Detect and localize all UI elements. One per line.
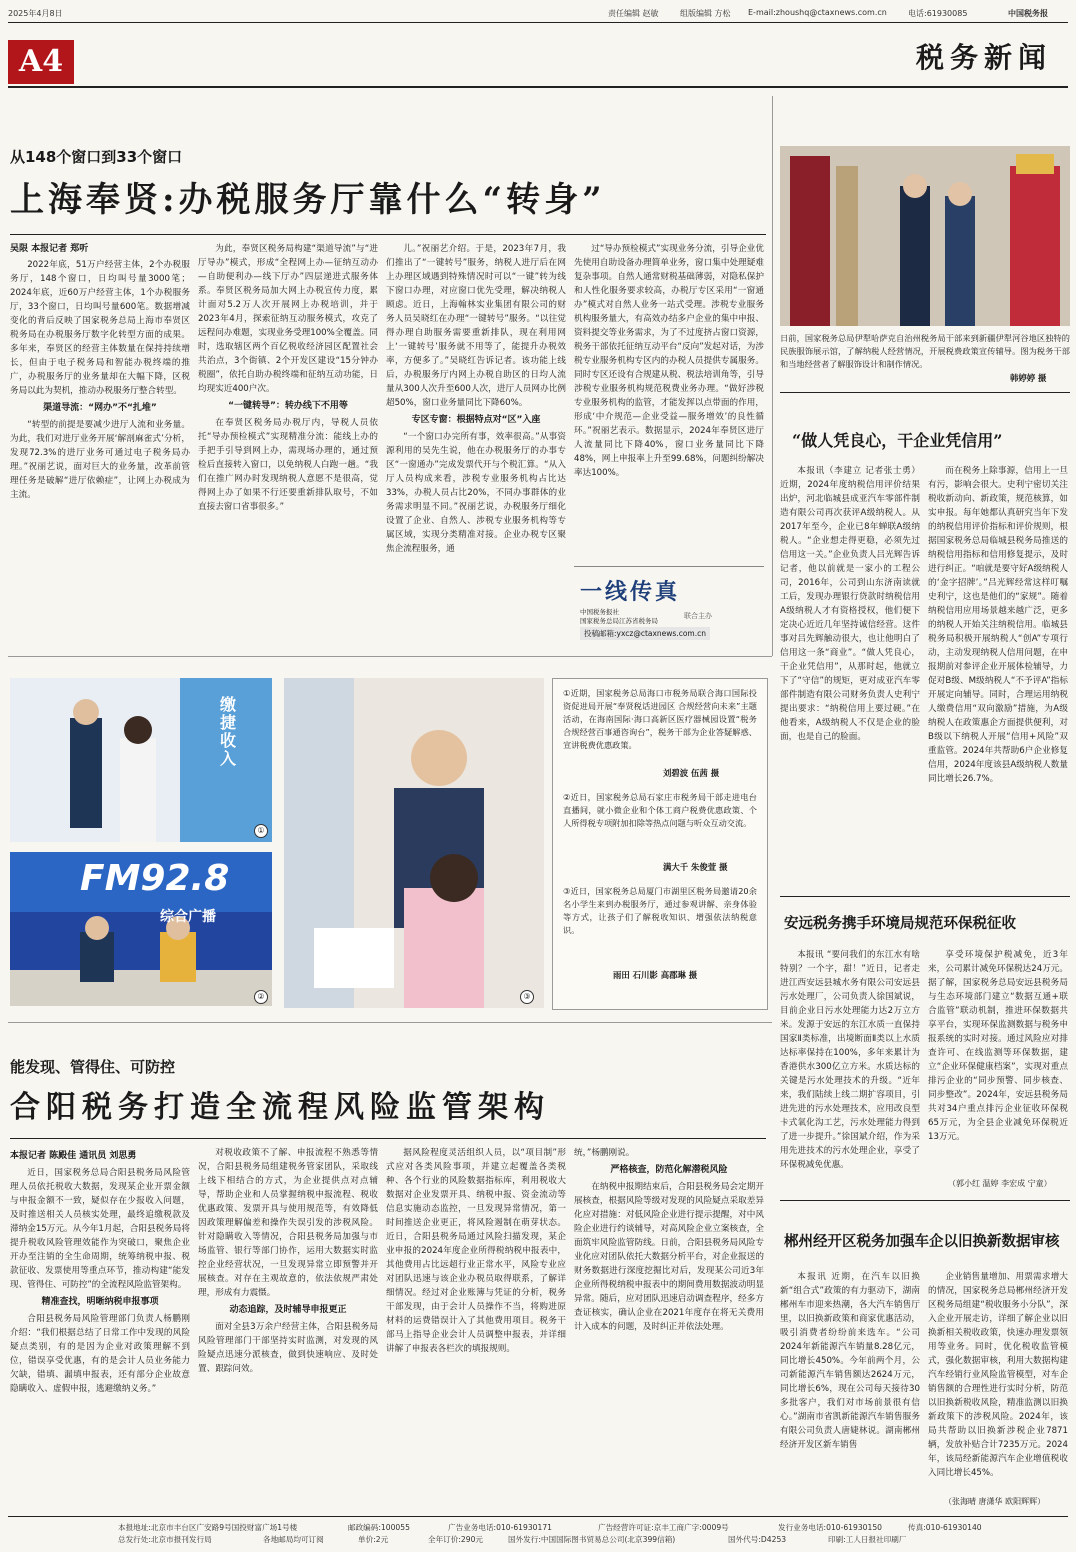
story1-col3 bbox=[386, 242, 566, 650]
story1-c2: 为此，奉贤区税务局构建“渠道导流”与“进厅导办”模式，形成“全程网上办—征纳互动办—自助便利办—线下厅办”四层递进式服务体系。奉贤区税务局加大网上办税宣传力度，累计面对5.2万人次开展网上办税培训，并于2023年4月，探索征纳互动服务模式，攻克了远程问办难题，实现业务受理100%全覆盖。同时，选取辖区两个百亿税收经济园区配置社会共治点，3个街镇、2个开发区建设“15分钟办税圈”，依托自助办税终端和征纳互动功能，日均现实近400户次。 bbox=[198, 244, 378, 394]
footer-dist-phone: 发行业务电话:010-61930150 bbox=[778, 1523, 883, 1532]
story1-subhead1: 渠道导流：“网办”不“扎堆” bbox=[43, 403, 157, 413]
story1-col4 bbox=[574, 242, 764, 560]
photo-top-right-caption: 日前，国家税务总局伊犁哈萨克自治州税务局干部来到新疆伊犁河谷地区独特的民族服饰展示馆，了解纳税人经营情况，开展税费政策宣传辅导。图为税务干部和当地经营者了解服饰设计和制作情况。 bbox=[780, 333, 1070, 369]
photo-radio-studio bbox=[10, 852, 272, 1006]
hotline-title: 一线传真 bbox=[580, 579, 681, 605]
footer-fax: 传真:010-61930140 bbox=[908, 1523, 982, 1532]
photo-caption-2: ②近日，国家税务总局石家庄市税务局干部走进电台直播间，就小微企业和个体工商户税费优惠政策、个人所得税专项附加扣除等热点问题与听众互动交流。 bbox=[563, 792, 757, 828]
footer-printer: 国外发行:中国国际图书贸易总公司(北京399信箱) bbox=[508, 1535, 676, 1544]
story2-c2: 对税收政策不了解、申报流程不熟悉等情况，合阳县税务局组建税务管家团队，采取线上线下相结合的方式，为企业提供点对点辅导，帮助企业和人员掌握纳税申报流程、税收优惠政策、发票开具与使用规范等，有效降低因政策理解偏差和操作失误引发的涉税风险。针对隐瞒收入等情况，合阳县税务局加强与市场监管、银行等部门协作，运用大数据实时监控企业经营状况，一旦发现异常立即预警并开展核查。对存在主观故意的，依法依规严肃处理，形成有力震慑。 bbox=[198, 1148, 378, 1298]
story1-c2b: 在奉贤区税务局办税厅内，导税人员依托“导办预检模式”实现精准分流：能线上办的手把手引导到网上办，需现场办理的，通过预检后直接转入窗口，以免纳税人白跑一趟。“我们在推广网办时发现纳税人意愿不是很高，觉得网上办了如果不行还要重新排队取号，不如直接去窗口省事很多。” bbox=[198, 418, 378, 512]
wall-text: 缴捷收入 bbox=[220, 695, 237, 768]
story5-col1 bbox=[780, 1270, 920, 1506]
phone: 电话:61930085 bbox=[908, 9, 968, 18]
story3-c1: 本报讯（李建立 记者张士勇）近期，2024年度纳税信用评价结果出炉，河北临城县成亚汽车零部件制造有限公司再次获评A级纳税人。从2017年至今，企业已8年蝉联A级纳税人。“企业想走得更稳，必须先过信用这一关。”企业负责人吕光辉告诉记者，他以前就是一家小的工程公司，2016年，公司到山东济南读就工后，发现办理银行贷款时纳税信用A级纳税人才有资格授权，他们便下定决心近近几年坚持诚信经营。这件事对吕先辉触动很大，也让他明白了信用这一条“商业”。“做人凭良心，干企业凭信用”，从那时起，他就立下了“守信”的规矩，更对成亚汽车零部件制造有限公司财务负责人史利宁提出要求：“纳税信用上要过硬。”在他看来，A级纳税人不仅是企业的脸面，也是自己的脸面。 bbox=[780, 466, 920, 742]
story2-col2 bbox=[198, 1146, 378, 1506]
photo-credit-3: 雨田 石川影 高郡琳 摄 bbox=[613, 970, 698, 980]
story2-c1: 近日，国家税务总局合阳县税务局风险管理人员依托税收大数据，发现某企业开票金额与申报金额不一致，疑似存在少报收入问题，及时推送相关人员核实处理，最终追缴税款及滞纳金15万元。从今年1月起，合阳县税务局将提升税收风险管理效能作为突破口，聚焦企业开办至注销的全生命周期，统筹纳税申报、税款征收、发票使用等重点环节，推动构建“能发现、管得住、可防控”的全流程风险监管架构。 bbox=[10, 1168, 190, 1290]
story1-subhead3: 专区专窗：根据特点对“区”入座 bbox=[411, 415, 541, 425]
footer-rule bbox=[8, 1516, 1068, 1517]
masthead-bar bbox=[8, 6, 1068, 22]
story1-c1: 2022年底，51万户经营主体，2个办税服务厅，148个窗口，日均叫号量3000笔；2024年底，近60万户经营主体，1个办税服务厅，33个窗口，日均叫号量600笔。数据增减变化的背后反映了国家税务总局上海市奉贤区税务局在办税服务厅数字化转型方面的成果。多年来，奉贤区的经营主体数量在保持持续增长，但由于电子税务局和智能办税终端的推广，办税服务厅的业务量却在大幅下降，区税务局以此为契机，推动办税服务厅整合转型。 bbox=[10, 260, 190, 396]
mid-rule-top bbox=[8, 656, 772, 657]
section-title: 税务新闻 bbox=[915, 41, 1052, 74]
photo-child-visit bbox=[284, 678, 544, 1008]
hotline-org2: 国家税务总局江苏省税务局 bbox=[580, 617, 658, 625]
story2-c2b: 面对全县3万余户经营主体，合阳县税务局风险管理部门干部坚持实时监测，对发现的风险疑点迅速分派核查，做到快速响应、及时处置、跟踪问效。 bbox=[198, 1322, 378, 1374]
story5-title: 郴州经开区税务加强车企以旧换新数据审核 bbox=[784, 1233, 1060, 1250]
right-rule-2 bbox=[780, 896, 1070, 897]
story2-byline: 本报记者 陈殿佳 通讯员 刘思勇 bbox=[10, 1151, 137, 1161]
story2-col1 bbox=[10, 1166, 190, 1506]
story4-title: 安远税务携手环境局规范环保税征收 bbox=[784, 915, 1016, 932]
photo-credit-1: 刘碧波 伍茜 摄 bbox=[663, 768, 720, 778]
story2-c3: 据风险程度灵活组织人员，以“项目制”形式应对各类风险事项，并建立起覆盖各类税种、各个行业的风险数据指标库，利用税收大数据对企业发票开具、纳税申报、资金流动等信息实施动态监控，一旦发现异常情况，第一时间推送企业更正，将风险遏制在萌芽状态。近日，合阳县税务局通过风险扫描发现，某企业申报的2024年度企业所得税纳税申报表中，其他费用占比远超行业正常水平，风险专业应对团队迅速与该企业办税员取得联系，了解详细情况。经过对企业账簿与凭证的分析，税务干部发现，由于会计人员操作不当，将购进原材料的运费错误计入了其他费用项目。税务干部马上指导企业会计人员调整申报表，并详细讲解了申报表各栏次的填报规则。 bbox=[386, 1148, 566, 1354]
story2-c4: 统，”杨鹏刚说。 bbox=[574, 1148, 635, 1158]
story1-col2 bbox=[198, 242, 378, 650]
photo-top-right-credit: 韩婷婷 摄 bbox=[1010, 373, 1047, 383]
hotline-org1: 中国税务报社 bbox=[580, 608, 619, 616]
photo-badge-2: ② bbox=[254, 990, 268, 1004]
footer-print: 印刷:工人日报社印刷厂 bbox=[828, 1535, 907, 1544]
story2-col3 bbox=[386, 1146, 566, 1506]
photo-badge-3: ③ bbox=[520, 990, 534, 1004]
story3-title: “做人凭良心，干企业凭信用” bbox=[792, 431, 1003, 450]
story1-title: 上海奉贤:办税服务厅靠什么“转身” bbox=[10, 180, 606, 220]
hotline-tag: 联合主办 bbox=[684, 612, 712, 620]
story1-col1 bbox=[10, 258, 190, 650]
story1-c1b: “转型的前提是要减少进厅人流和业务量。为此，我们对进厅业务开展‘解剖麻雀式’分析，发现72.3%的进厅业务可通过电子税务局办理。”祝丽艺说，面对巨大的业务量，改革前管理任务是破解“进厅依赖症”，让网上办税成为主流。 bbox=[10, 420, 190, 500]
radio-subtitle: 综合广播 bbox=[160, 909, 216, 925]
story5-credit: （张海晴 唐潇华 欧阳辉辉） bbox=[944, 1497, 1046, 1506]
radio-frequency: FM92.8 bbox=[80, 858, 230, 899]
page-number: A4 bbox=[8, 40, 74, 84]
story4-col2 bbox=[928, 948, 1068, 1176]
footer-price: 单价:2元 bbox=[358, 1535, 389, 1544]
story1-c4: 过“导办预检模式”实现业务分流，引导企业优先使用自助设备办理简单业务，窗口集中处理疑难复杂事项。自然人通常财税基础薄弱，对隐私保护和人性化服务要求较高，办税厅专区采用“一窗通办”模式对自然人业务一站式受理。涉税专业服务机构服务量大，有高效办结多户企业的集中申报、资料提交等业务需求，为了不过度挤占窗口资源，税务干部依托征纳互动平台“反向”发起对话，为涉税专业服务机构专区内的办税人员提供专属服务。同时专区还设有合规建从税、税法培训角等，引导涉税专业服务机构规范税费业务办理。“做好涉税专业服务机构的监管，才能发挥以点带面的作用，形成‘中介规范—企业受益—服务增效’的良性循环。”祝丽艺表示。数据显示，2024年奉贤区进厅人流量同比下降40%，窗口业务量同比下降48%，网上申报率上升至99.68%，问题纠纷解决率达100%。 bbox=[574, 244, 764, 478]
footer-code: 国外代号:D4253 bbox=[728, 1535, 787, 1544]
story4-col1 bbox=[780, 948, 920, 1192]
story1-c3b: “一个窗口办完所有事，效率很高。”从事资源利用的吴先生说，他在办税服务厅的办事专区“一窗通办”完成发票代开与个税汇算。“从入厅人员构成来看，涉税专业服务机构占比达33%，办税人员占比20%，不同办事群体的业务需求明显不同。”祝丽艺说，办税服务厅细化设置了企业、自然人、涉税专业服务机构等专属区域，实现分类精准对接。企业办税专区聚焦企流程服务，通 bbox=[386, 432, 566, 554]
story1-rule bbox=[10, 234, 766, 235]
footer-post: 各地邮局均可订阅 bbox=[263, 1535, 324, 1544]
footer-ad-phone: 广告业务电话:010-61930171 bbox=[448, 1523, 553, 1532]
story2-col4 bbox=[574, 1146, 764, 1506]
right-rule-1 bbox=[780, 392, 1070, 393]
story2-subhead2: 动态追踪，及时辅导申报更正 bbox=[229, 1305, 347, 1315]
story1-kicker: 从148个窗口到33个窗口 bbox=[10, 148, 183, 166]
footer-dist: 总发行处:北京市报刊发行局 bbox=[118, 1535, 212, 1544]
story2-c4b: 在纳税申报期结束后，合阳县税务局会定期开展核查，根据风险等级对发现的风险疑点采取差异化应对措施：对低风险企业进行提示提醒，对中风险企业进行约谈辅导，对高风险企业立案核查，全面筑牢风险监管防线。日前，合阳县税务局风险专业化应对团队依托大数据分析平台，对企业报送的财务数据进行深度挖掘比对后，发现某公司近3年企业所得税纳税申报表中的期间费用数据波动明显异常。随后，应对团队迅速启动调查程序，经多方查证核实，确认企业在2021年度存在将无关费用计入成本的问题，及时纠正并依法处理。 bbox=[574, 1182, 764, 1332]
story2-kicker: 能发现、管得住、可防控 bbox=[10, 1058, 176, 1076]
photo-costume-shop bbox=[780, 146, 1070, 326]
story2-subhead4: 严格核查，防范化解潜税风险 bbox=[610, 1165, 728, 1175]
date: 2025年4月8日 bbox=[8, 9, 63, 18]
mid-rule-bottom bbox=[8, 1022, 772, 1023]
story3-col1 bbox=[780, 464, 920, 888]
email: E-mail:zhoushq@ctaxnews.com.cn bbox=[748, 8, 887, 17]
story2-subhead1: 精准查找，明晰纳税申报事项 bbox=[41, 1297, 159, 1307]
photo-child-graphic bbox=[284, 678, 544, 1008]
story1-c3: 儿。”祝丽艺介绍。于是，2023年7月，我们推出了“一键转号”服务，纳税人进厅后在网上办理区域遇到特殊情况时可以“一键”转为线下窗口办理，对应窗口优先受理，解决纳税人顾虑。近日，上海翰林实业集团有限公司的财务人员吴晓红在办理“一键转号”服务。“以往觉得办理自助服务需要重新排队，现在利用网上‘一键转号’服务就不用等了，能提升办税效率，方便多了。”吴晓红告诉记者。该功能上线后，办税服务厅内网上办税自助区的日均人流量从300人次升至600人次，进厅人员网办比例超50%，窗口业务量同比下降60%。 bbox=[386, 244, 566, 408]
photo-caption-3: ③近日，国家税务总局厦门市湖里区税务局邀请20余名小学生来到办税服务厅，通过参观讲解、亲身体验等方式，让孩子们了解税收知识、增强依法纳税意识。 bbox=[563, 886, 757, 935]
photo-badge-1: ① bbox=[254, 824, 268, 838]
top-rule bbox=[8, 22, 1068, 23]
editor: 责任编辑 赵敏 bbox=[608, 9, 659, 18]
designer: 组版编辑 方松 bbox=[680, 9, 731, 18]
photo-credit-2: 满大千 朱俊萱 摄 bbox=[663, 862, 728, 872]
footer-postcode: 邮政编码:100055 bbox=[348, 1523, 410, 1532]
photo-wall-consult bbox=[10, 678, 272, 842]
photo-caption-1: ①近期，国家税务总局海口市税务局联合海口国际投资促进局开展“奉贤税话进园区 合规经营向未来”主题活动，在海南国际·海口高新区医疗器械园设置“税务合规经营百事通咨询台”，税务干部为企业答疑解惑、宣讲税费优惠政策。 bbox=[563, 688, 757, 750]
story4-c2: 享受环境保护税减免，近3年来，公司累计减免环保税达24万元。据了解，国家税务总局安远县税务局与生态环境部门建立“数据互通+联合监管”联动机制，推进环保数据共享平台，实现环保监测数据与税务申报系统的实时对接。通过风险应对排查许可、在线监测等环保数据，建立“企业环保健康档案”，实现对重点排污企业的“同步预警、同步核查、同步整改”。2024年，安远县税务局共对34户重点排污企业征收环保税65万元，为全县企业减免环保税近13万元。 bbox=[928, 950, 1068, 1142]
story2-title: 合阳税务打造全流程风险监管架构 bbox=[10, 1090, 550, 1125]
footer-yearly: 全年订价:290元 bbox=[428, 1535, 484, 1544]
story4-c1: 本报讯 “要问我们的东江水有啥特别？一个字，甜！”近日，记者走进江西安远县城水务有限公司安远县污水处理厂，公司负责人徐国斌说，目前企业日污水处理能力达2万立方米。发源于安远的东江水质一直保持国家Ⅱ类标准，出境断面Ⅱ类以上水质达标率保持在100%，多年来累计为香港供水300亿立方米。水质达标的关键是污水处理技术的升级。“近年来，我们陆续上线二期扩容项目，引进先进的污水处理技术，应用改良型卡式氧化沟工艺，污水处理能力得到了进一步提升。”徐国斌介绍，作为采用先进技术的污水处理企业，享受了环保税减免优惠。 bbox=[780, 950, 920, 1170]
right-rule-3 bbox=[780, 1200, 1070, 1201]
story3-col2 bbox=[928, 464, 1068, 888]
story4-credit: （郭小红 温婷 李宏成 宁童） bbox=[948, 1179, 1052, 1188]
story2-c1b: 合阳县税务局风险管理部门负责人杨鹏刚介绍：“我们根据总结了日常工作中发现的风险疑点类别，有的是因为企业对政策理解不到位，错误享受优惠，有的是会计人员业务能力欠缺，错填、漏填申报表，还有部分企业故意隐瞒收入、虚假申报，逃避缴纳义务。” bbox=[10, 1314, 190, 1394]
story5-c1: 本报讯 近期，在汽车以旧换新“组合式”政策的有力驱动下，湖南郴州车市迎来热潮，各大汽车销售厅里，以旧换新政策和商家优惠活动，吸引消费者纷纷前来选车。“公司2024年新能源汽车销量8.28亿元，同比增长450%。今年前两个月，公司新能源汽车销售额达2624万元，同比增长6%，现在公司每天接待30多批客户，我们对市场前景很有信心。”湖南市省凯新能源汽车销售服务有限公司负责人唐婕林说。湖南郴州经济开发区新车销售 bbox=[780, 1272, 920, 1450]
photos-caption-box bbox=[552, 678, 768, 1010]
story1-byline: 吴限 本报记者 郑听 bbox=[10, 244, 89, 254]
hotline-email: 投稿邮箱:yxcz@ctaxnews.com.cn bbox=[580, 627, 710, 640]
story5-c2: 企业销售量增加、用票需求增大的情况，国家税务总局郴州经济开发区税务局组建“税收服务小分队”，深入企业开展走访，详细了解企业以旧换新相关税收政策，快速办理发票领用等业务。同时，优化税收监管模式，强化数据审核，利用大数据构建汽车经销行业风险监管模型，对车企销售额的合理性进行实时分析，防范以旧换新税收风险，精准监测以旧换新政策下的涉税风险。2024年，该局共帮助以旧换新涉税企业7871辆，发放补贴合计7235万元。2024年，该局经新能源汽车企业增值税收入同比增长45%。 bbox=[928, 1272, 1068, 1478]
photo-costume-graphic bbox=[780, 146, 1070, 326]
header-rule bbox=[8, 86, 1068, 88]
column-divider bbox=[772, 96, 773, 656]
hotline-box bbox=[574, 566, 764, 649]
story3-c2: 而在税务上除事源，信用上一旦有污，影响会很大。史利宁密切关注税收新动向、新政策，规范核算，如实申报。每年她都认真研究当年下发的纳税信用评价指标和评价规则，根据国家税务总局临城县税务局推送的纳税信用指标和信用修复提示，及时进行纠正。“咱就是要守好A级纳税人的‘金字招牌’。”吕光辉经常这样叮嘱史利宁，这也是他们的“家规”。随着纳税信用应用场景越来越广泛，更多的纳税人开始关注纳税信用。临城县税务局积极开展纳税人“创A”专项行动，主动发现纳税人信用问题，在申报期前对参评企业开展体检辅导，力促对B级、M级纳税人“不予评A”指标开展定向辅导。同时，合理运用纳税人缴费信用“双向激励”措施，为A级纳税人在政策惠企方面提供便利，对B级以下纳税人开展“信用+风险”双重监管。2024年共帮助6户企业修复信用，2024年度该县A级纳税人数量同比增长26.7%。 bbox=[928, 466, 1068, 784]
story5-col2 bbox=[928, 1270, 1068, 1492]
story2-rule bbox=[10, 1138, 766, 1139]
story1-subhead2: “一键转导”：转办线下不用等 bbox=[228, 401, 348, 411]
paper-name: 中国税务报 bbox=[1008, 9, 1048, 18]
footer-address: 本报地址:北京市丰台区广安路9号国投财富广场1号楼 bbox=[118, 1523, 298, 1532]
footer-ad-license: 广告经营许可证:京丰工商广字:0009号 bbox=[598, 1523, 729, 1532]
